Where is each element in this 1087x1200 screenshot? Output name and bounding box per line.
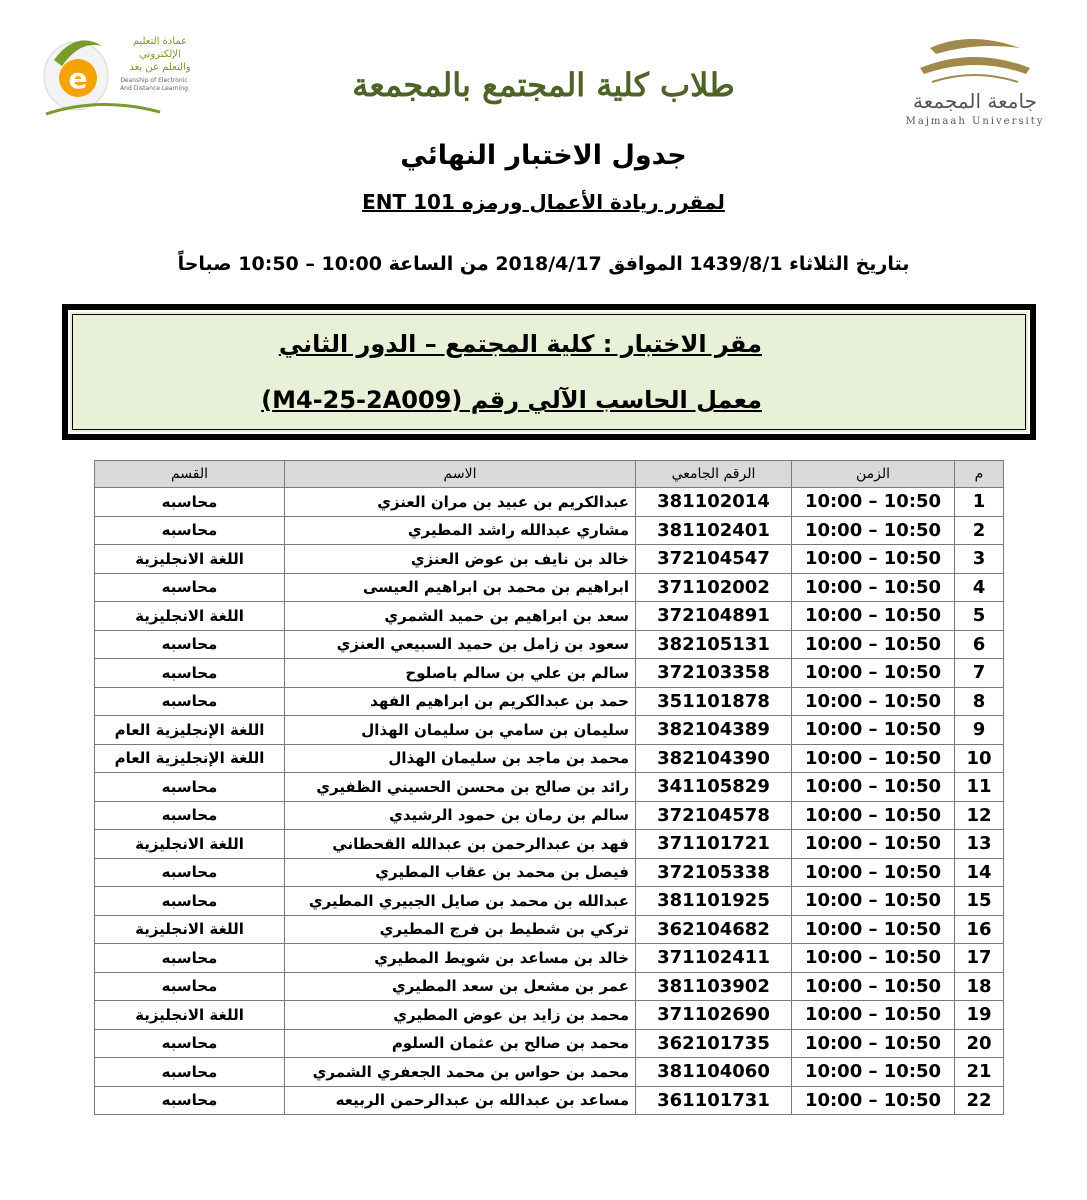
table-row (95, 858, 1004, 887)
name-cell: عبدالله بن محمد بن صايل الجبيري المطيري (285, 887, 636, 916)
time-cell: 10:00 – 10:50 (792, 488, 955, 517)
row-number-cell: 13 (955, 830, 1004, 859)
dept-cell: اللغة الإنجليزية العام (95, 744, 285, 773)
name-cell: عمر بن مشعل بن سعد المطيري (285, 972, 636, 1001)
student-id-cell: 361101731 (636, 1086, 792, 1115)
row-number-cell: 22 (955, 1086, 1004, 1115)
schedule-title: جدول الاختبار النهائي (400, 140, 687, 171)
table-row (95, 801, 1004, 830)
dept-cell: اللغة الانجليزية (95, 1001, 285, 1030)
time-cell: 10:00 – 10:50 (792, 830, 955, 859)
dept-cell: محاسبه (95, 773, 285, 802)
row-number-cell: 19 (955, 1001, 1004, 1030)
row-number-cell: 8 (955, 687, 1004, 716)
exam-venue-box (62, 304, 1036, 440)
exam-venue-inner (68, 310, 1030, 434)
name-cell: فيصل بن محمد بن عقاب المطيري (285, 858, 636, 887)
student-id-cell: 371102002 (636, 573, 792, 602)
dept-cell: محاسبه (95, 659, 285, 688)
table-row (95, 545, 1004, 574)
table-row (95, 630, 1004, 659)
table-row (95, 1029, 1004, 1058)
exam-date-line: بتاريخ الثلاثاء 1439/8/1 الموافق 2018/4/17 من الساعة 10:00 – 10:50 صباحاً (177, 253, 910, 275)
logo-text-en-2: And Distance Learning (120, 85, 188, 92)
table-row (95, 944, 1004, 973)
name-cell: فهد بن عبدالرحمن بن عبدالله القحطاني (285, 830, 636, 859)
row-number-cell: 6 (955, 630, 1004, 659)
dept-cell: محاسبه (95, 1058, 285, 1087)
header-name: الاسم (285, 461, 636, 488)
table-row (95, 1001, 1004, 1030)
student-id-cell: 351101878 (636, 687, 792, 716)
name-cell: سالم بن علي بن سالم باصلوح (285, 659, 636, 688)
student-id-cell: 382104390 (636, 744, 792, 773)
row-number-cell: 5 (955, 602, 1004, 631)
row-number-cell: 10 (955, 744, 1004, 773)
table-row (95, 716, 1004, 745)
logo-text-ar-1: عمادة التعليم (132, 36, 188, 47)
name-cell: محمد بن زايد بن عوض المطيري (285, 1001, 636, 1030)
dept-cell: اللغة الانجليزية (95, 602, 285, 631)
name-cell: خالد بن نايف بن عوض العنزي (285, 545, 636, 574)
dept-cell: اللغة الانجليزية (95, 545, 285, 574)
dept-cell: اللغة الانجليزية (95, 915, 285, 944)
row-number-cell: 2 (955, 516, 1004, 545)
row-number-cell: 18 (955, 972, 1004, 1001)
time-cell: 10:00 – 10:50 (792, 602, 955, 631)
logo-text-en-1: Deanship of Electronic (120, 77, 188, 84)
time-cell: 10:00 – 10:50 (792, 1058, 955, 1087)
student-id-cell: 382105131 (636, 630, 792, 659)
logo-text-ar-3: والتعلم عن بعد (129, 62, 191, 73)
student-id-cell: 381102014 (636, 488, 792, 517)
name-cell: خالد بن مساعد بن شويط المطيري (285, 944, 636, 973)
table-row (95, 830, 1004, 859)
row-number-cell: 14 (955, 858, 1004, 887)
row-number-cell: 16 (955, 915, 1004, 944)
name-cell: مشاري عبدالله راشد المطيري (285, 516, 636, 545)
time-cell: 10:00 – 10:50 (792, 659, 955, 688)
student-id-cell: 371101721 (636, 830, 792, 859)
table-row (95, 1086, 1004, 1115)
student-id-cell: 372105338 (636, 858, 792, 887)
time-cell: 10:00 – 10:50 (792, 801, 955, 830)
table-row (95, 687, 1004, 716)
student-id-cell: 381101925 (636, 887, 792, 916)
time-cell: 10:00 – 10:50 (792, 887, 955, 916)
header-time: الزمن (792, 461, 955, 488)
header-id: الرقم الجامعي (636, 461, 792, 488)
student-id-cell: 381103902 (636, 972, 792, 1001)
time-cell: 10:00 – 10:50 (792, 687, 955, 716)
name-cell: سليمان بن سامي بن سليمان الهذال (285, 716, 636, 745)
course-title: لمقرر ريادة الأعمال ورمزه ENT 101 (362, 190, 725, 214)
dept-cell: محاسبه (95, 687, 285, 716)
dept-cell: محاسبه (95, 630, 285, 659)
time-cell: 10:00 – 10:50 (792, 716, 955, 745)
time-cell: 10:00 – 10:50 (792, 915, 955, 944)
time-cell: 10:00 – 10:50 (792, 573, 955, 602)
header-dept: القسم (95, 461, 285, 488)
dept-cell: محاسبه (95, 944, 285, 973)
table-header-row (95, 461, 1004, 488)
name-cell: محمد بن ماجد بن سليمان الهذال (285, 744, 636, 773)
name-cell: ابراهيم بن محمد بن ابراهيم العيسى (285, 573, 636, 602)
name-cell: مساعد بن عبدالله بن عبدالرحمن الربيعه (285, 1086, 636, 1115)
student-id-cell: 372104891 (636, 602, 792, 631)
name-cell: عبدالكريم بن عبيد بن مران العنزي (285, 488, 636, 517)
row-number-cell: 4 (955, 573, 1004, 602)
dept-cell: اللغة الإنجليزية العام (95, 716, 285, 745)
dept-cell: محاسبه (95, 1086, 285, 1115)
time-cell: 10:00 – 10:50 (792, 545, 955, 574)
time-cell: 10:00 – 10:50 (792, 1029, 955, 1058)
row-number-cell: 20 (955, 1029, 1004, 1058)
svg-text:e: e (68, 62, 88, 95)
time-cell: 10:00 – 10:50 (792, 944, 955, 973)
dept-cell: محاسبه (95, 858, 285, 887)
name-cell: رائد بن صالح بن محسن الحسيني الظفيري (285, 773, 636, 802)
row-number-cell: 15 (955, 887, 1004, 916)
student-id-cell: 362104682 (636, 915, 792, 944)
row-number-cell: 7 (955, 659, 1004, 688)
row-number-cell: 12 (955, 801, 1004, 830)
venue-lab: معمل الحاسب الآلي رقم (M4-25-2A009) (261, 386, 762, 414)
name-cell: محمد بن صالح بن عثمان السلوم (285, 1029, 636, 1058)
time-cell: 10:00 – 10:50 (792, 858, 955, 887)
student-id-cell: 341105829 (636, 773, 792, 802)
row-number-cell: 3 (955, 545, 1004, 574)
header-num: م (955, 461, 1004, 488)
university-name-en: Majmaah University (905, 116, 1045, 127)
table-row (95, 915, 1004, 944)
dept-cell: محاسبه (95, 488, 285, 517)
university-name-ar: جامعة المجمعة (913, 89, 1037, 113)
time-cell: 10:00 – 10:50 (792, 630, 955, 659)
row-number-cell: 11 (955, 773, 1004, 802)
student-id-cell: 372104578 (636, 801, 792, 830)
time-cell: 10:00 – 10:50 (792, 744, 955, 773)
dept-cell: محاسبه (95, 801, 285, 830)
name-cell: سعد بن ابراهيم بن حميد الشمري (285, 602, 636, 631)
table-row (95, 972, 1004, 1001)
name-cell: حمد بن عبدالكريم بن ابراهيم الفهد (285, 687, 636, 716)
name-cell: محمد بن حواس بن محمد الجعفري الشمري (285, 1058, 636, 1087)
table-row (95, 488, 1004, 517)
table-row (95, 887, 1004, 916)
dept-cell: اللغة الانجليزية (95, 830, 285, 859)
time-cell: 10:00 – 10:50 (792, 1001, 955, 1030)
table-row (95, 744, 1004, 773)
student-id-cell: 372103358 (636, 659, 792, 688)
table-row (95, 1058, 1004, 1087)
time-cell: 10:00 – 10:50 (792, 972, 955, 1001)
row-number-cell: 9 (955, 716, 1004, 745)
dept-cell: محاسبه (95, 573, 285, 602)
time-cell: 10:00 – 10:50 (792, 1086, 955, 1115)
table-body (95, 488, 1004, 1115)
table-row (95, 516, 1004, 545)
table-row (95, 773, 1004, 802)
row-number-cell: 21 (955, 1058, 1004, 1087)
venue-location: مقر الاختبار : كلية المجتمع – الدور الثاني (278, 330, 762, 358)
dept-cell: محاسبه (95, 887, 285, 916)
student-id-cell: 381104060 (636, 1058, 792, 1087)
dept-cell: محاسبه (95, 516, 285, 545)
name-cell: سعود بن زامل بن حميد السبيعي العنزي (285, 630, 636, 659)
table-row (95, 659, 1004, 688)
dept-cell: محاسبه (95, 1029, 285, 1058)
row-number-cell: 17 (955, 944, 1004, 973)
time-cell: 10:00 – 10:50 (792, 773, 955, 802)
name-cell: تركي بن شطيط بن فرج المطيري (285, 915, 636, 944)
student-id-cell: 371102411 (636, 944, 792, 973)
exam-schedule-table (94, 460, 1004, 1115)
student-id-cell: 381102401 (636, 516, 792, 545)
student-id-cell: 372104547 (636, 545, 792, 574)
page-title: طلاب كلية المجتمع بالمجمعة (352, 66, 735, 104)
student-id-cell: 382104389 (636, 716, 792, 745)
student-id-cell: 371102690 (636, 1001, 792, 1030)
table-row (95, 602, 1004, 631)
row-number-cell: 1 (955, 488, 1004, 517)
time-cell: 10:00 – 10:50 (792, 516, 955, 545)
student-id-cell: 362101735 (636, 1029, 792, 1058)
logo-text-ar-2: الإلكتروني (139, 49, 181, 60)
dept-cell: محاسبه (95, 972, 285, 1001)
table-row (95, 573, 1004, 602)
name-cell: سالم بن رمان بن حمود الرشيدي (285, 801, 636, 830)
